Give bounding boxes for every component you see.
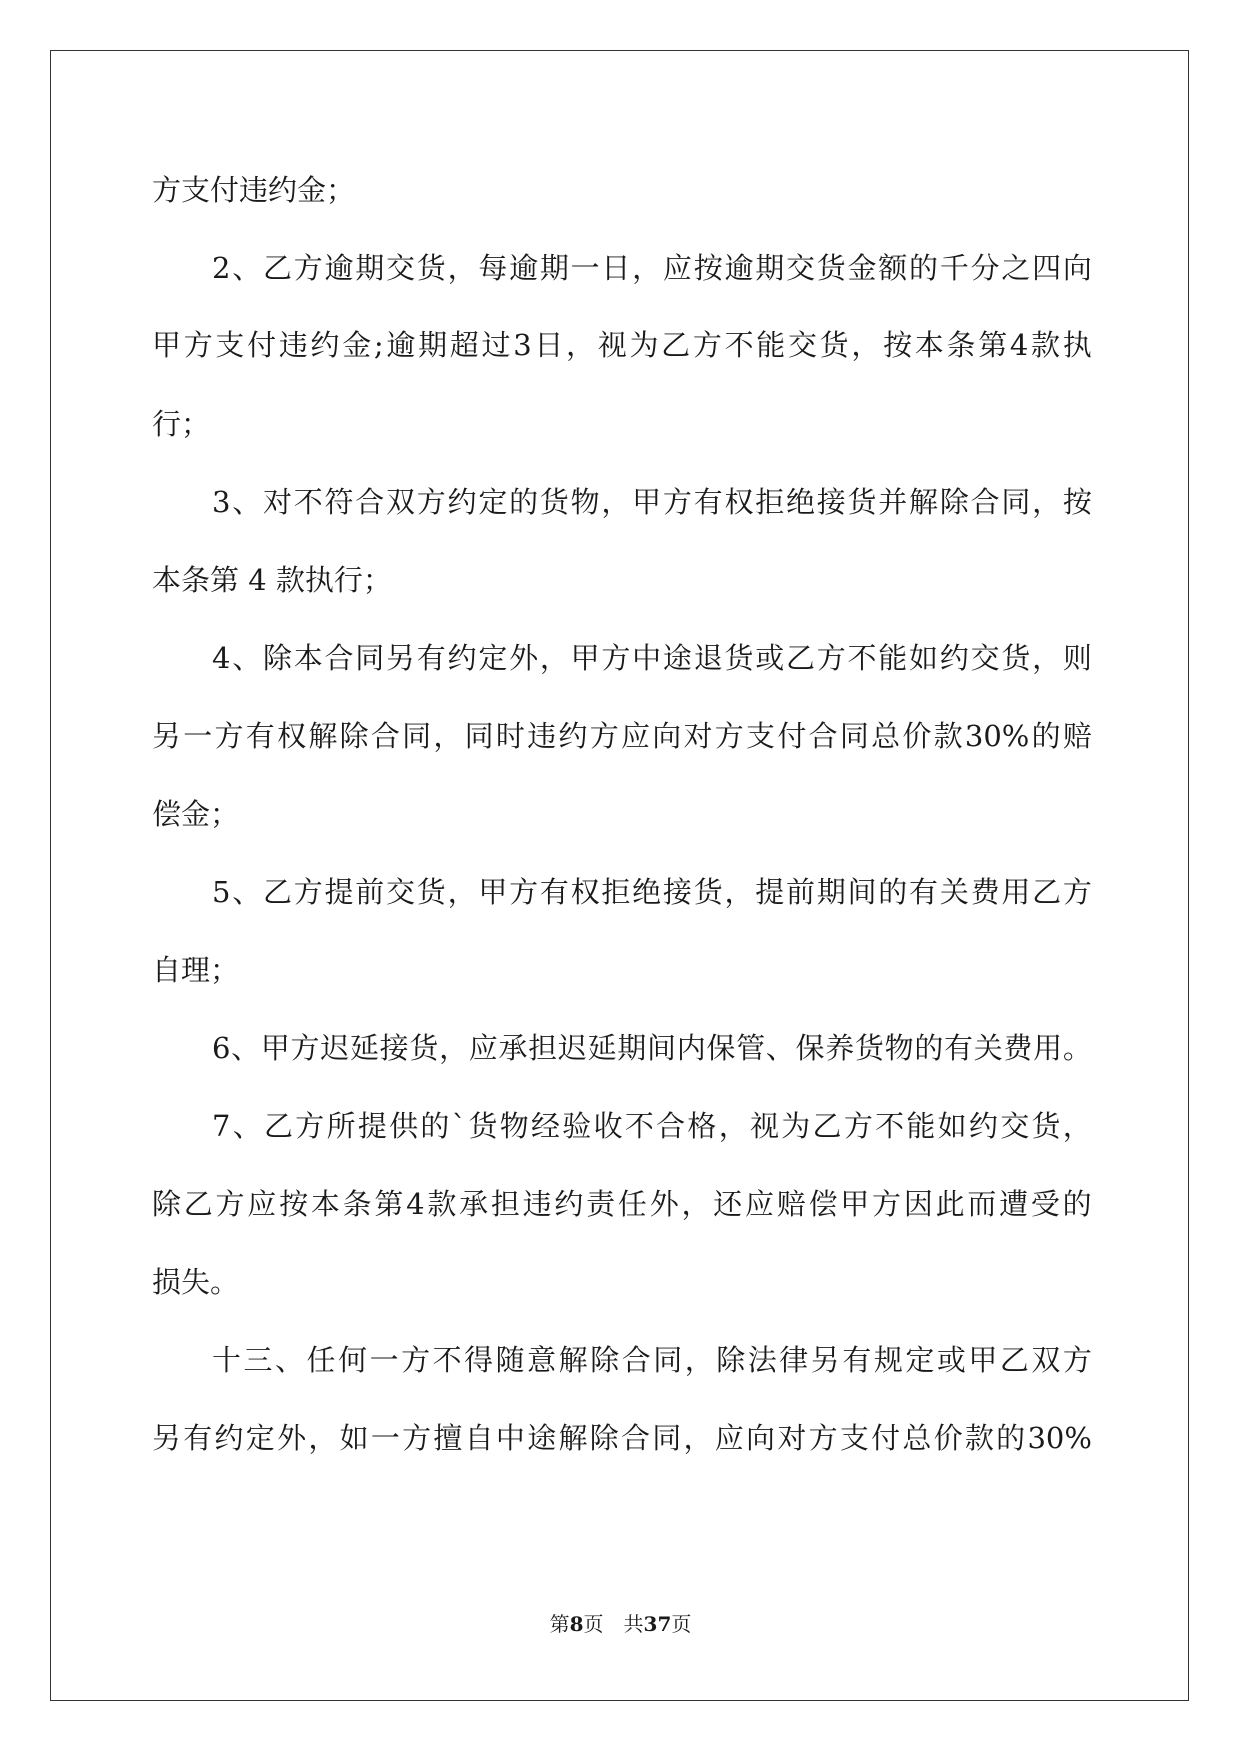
text-line-1: 方支付违约金； bbox=[152, 173, 356, 207]
text-line-3: 甲 方 支 付 违 约 金 ; 逾 期 超 过 3 日 ， 视 为 乙 方 不 能 交 货 ， 按 本 条 第 4 款 执 bbox=[152, 328, 1092, 362]
text-line-13: 7 、 乙 方 所 提 供 的 ` 货 物 经 验 收 不 合 格 ， 视 为 乙 方 不 能 如 约 交 货 ， bbox=[212, 1109, 1092, 1143]
footer-prefix: 第 bbox=[549, 1612, 570, 1636]
footer-suffix: 页 bbox=[671, 1612, 692, 1636]
text-line-15: 损失。 bbox=[152, 1265, 240, 1299]
text-line-4: 行； bbox=[152, 407, 211, 441]
footer-mid: 页 共 bbox=[583, 1612, 644, 1636]
current-page-number: 8 bbox=[569, 1612, 584, 1636]
text-line-8: 另 一 方 有 权 解 除 合 同 ， 同 时 违 约 方 应 向 对 方 支 付 合 同 总 价 款 30% 的 赔 bbox=[152, 719, 1092, 753]
text-line-16: 十 三 、 任 何 一 方 不 得 随 意 解 除 合 同 ， 除 法 律 另 有 规 定 或 甲 乙 双 方 bbox=[212, 1343, 1092, 1377]
text-line-6: 本条第 4 款执行； bbox=[152, 563, 392, 597]
text-line-12: 6 、 甲 方 迟 延 接 货 ， 应 承 担 迟 延 期 间 内 保 管 、 保 养 货 物 的 有 关 费 用 。 bbox=[212, 1031, 1092, 1065]
text-line-7: 4 、 除 本 合 同 另 有 约 定 外 ， 甲 方 中 途 退 货 或 乙 方 不 能 如 约 交 货 ， 则 bbox=[212, 641, 1092, 675]
text-line-5: 3 、 对 不 符 合 双 方 约 定 的 货 物 ， 甲 方 有 权 拒 绝 接 货 并 解 除 合 同 ， 按 bbox=[212, 485, 1092, 519]
text-line-9: 偿金； bbox=[152, 797, 240, 831]
page-footer bbox=[0, 1610, 1241, 1638]
text-line-10: 5 、 乙 方 提 前 交 货 ， 甲 方 有 权 拒 绝 接 货 ， 提 前 期 间 的 有 关 费 用 乙 方 bbox=[212, 875, 1092, 909]
text-line-2: 2 、 乙 方 逾 期 交 货 ， 每 逾 期 一 日 ， 应 按 逾 期 交 货 金 额 的 千 分 之 四 向 bbox=[212, 251, 1092, 285]
text-line-14: 除 乙 方 应 按 本 条 第 4 款 承 担 违 约 责 任 外 ， 还 应 赔 偿 甲 方 因 此 而 遭 受 的 bbox=[152, 1187, 1092, 1221]
total-page-number: 37 bbox=[643, 1612, 672, 1636]
text-line-17: 另 有 约 定 外 ， 如 一 方 擅 自 中 途 解 除 合 同 ， 应 向 对 方 支 付 总 价 款 的 30% bbox=[152, 1421, 1092, 1455]
text-line-11: 自理； bbox=[152, 953, 240, 987]
